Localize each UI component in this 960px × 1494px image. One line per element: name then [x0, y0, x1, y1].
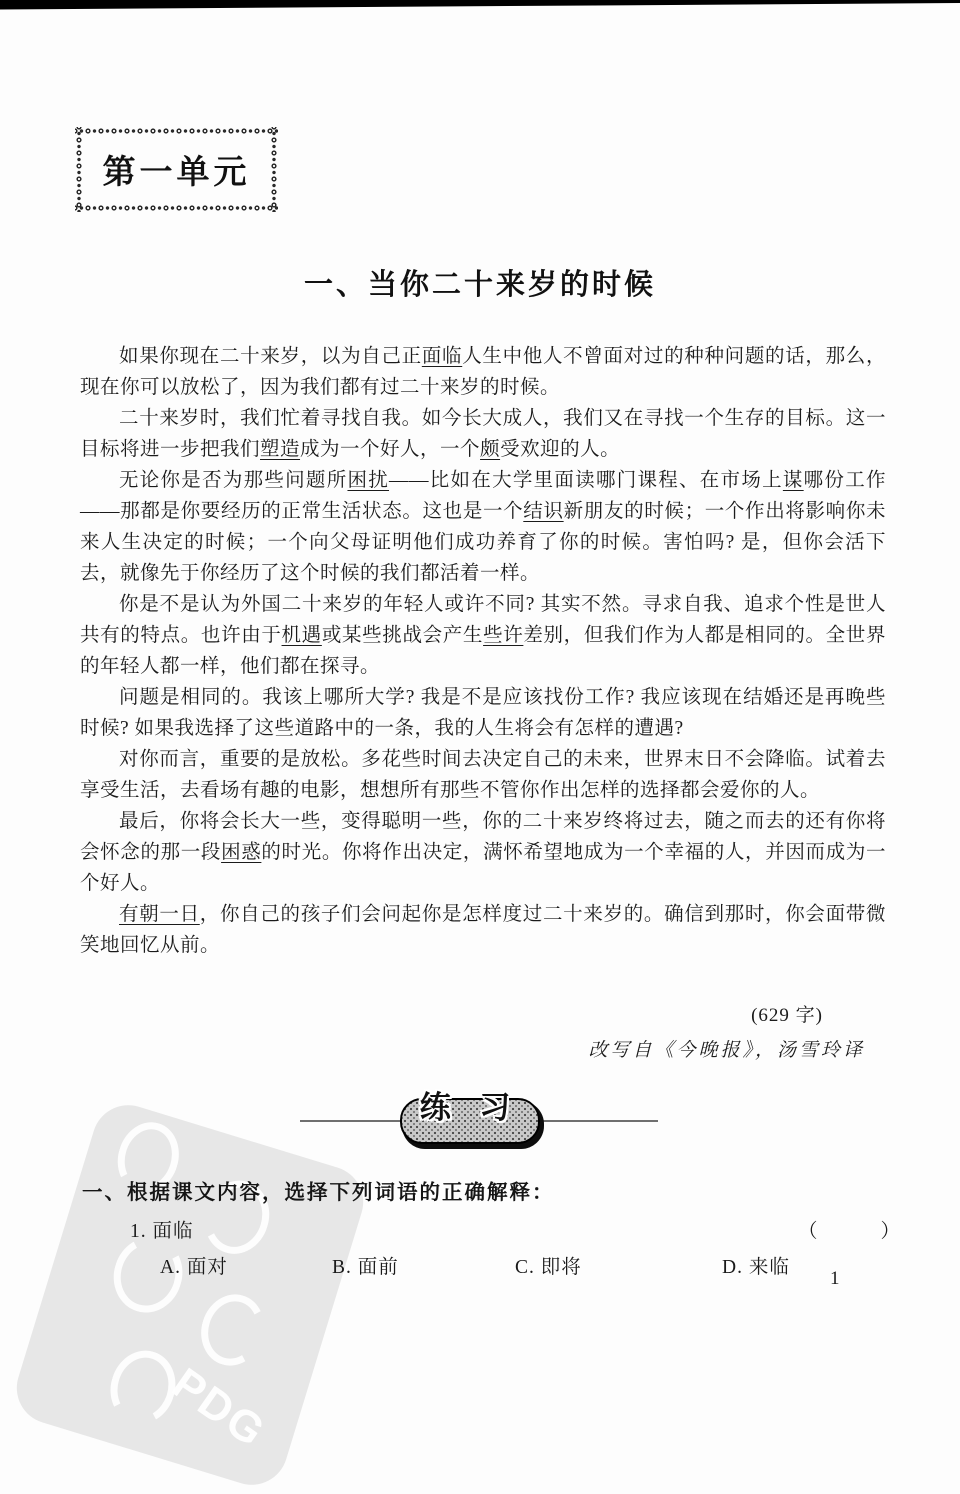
text-segment: 哪份工作——那都是你要经历的正常生活状态。这也是一个 [80, 470, 886, 522]
text-segment: 如果你现在二十来岁，以为自己正 [119, 346, 422, 367]
text-segment: 的时光。你将作出决定，满怀希望地成为一个幸福的人，并因而成为一个好人。 [80, 842, 886, 894]
underlined-term: 有朝一日 [119, 904, 200, 925]
source-attribution: 改写自《今晚报》，汤雪玲译 [588, 1040, 865, 1061]
text-segment: 对你而言，重要的是放松。多花些时间去决定自己的未来，世界末日不会降临。试着去享受生活，去看场有趣的电影，想想所有那些不管你作出怎样的选择都会爱你的人。 [80, 749, 886, 801]
lesson-title: 一、当你二十来岁的时候 [303, 269, 656, 301]
underlined-term: 塑造 [260, 439, 301, 460]
body-paragraph [80, 744, 886, 806]
exercise-badge [300, 1088, 658, 1148]
body-paragraph [80, 899, 886, 961]
underlined-term: 谋 [782, 470, 804, 491]
exercise-instruction: 一、根据课文内容，选择下列词语的正确解释： [82, 1182, 555, 1204]
body-paragraph [80, 589, 886, 682]
page-number: 1 [830, 1268, 840, 1289]
text-segment: 二十来岁时，我们忙着寻找自我。如今长大成人，我们又在寻找一个生存的目标。这一目标将进一步把我们 [80, 408, 886, 460]
exercise-question-row [82, 1213, 909, 1245]
answer-option-b: B. 面前 [332, 1257, 399, 1278]
text-segment: 最后，你将会长大一些，变得聪明一些，你的二十来岁终将过去，随之而去的还有你将会怀念的那一段 [80, 811, 886, 863]
text-segment: ，你自己的孩子们会问起你是怎样度过二十来岁的。确信到那时，你会面带微笑地回忆从前。 [80, 904, 886, 956]
answer-brackets: （ ） [798, 1221, 909, 1242]
text-segment: 或某些挑战会产生 [321, 625, 484, 646]
text-segment: 差别，但我们作为人都是相同的。全世界的年轻人都一样，他们都在探寻。 [80, 625, 886, 677]
underlined-term: 机遇 [281, 625, 322, 646]
text-segment: ——比如在大学里面读哪门课程、在市场上 [389, 470, 783, 491]
underlined-term: 些许 [483, 625, 524, 646]
question-item [130, 1215, 194, 1243]
pdg-watermark-stamp [8, 1096, 372, 1493]
underlined-term: 面临 [421, 346, 463, 367]
text-segment: 人生中他人不曾面对过的种种问题的话，那么，现在你可以放松了，因为我们都有过二十来岁的时候。 [80, 346, 886, 398]
question-number: 1. [130, 1221, 147, 1242]
lesson-body [80, 341, 886, 961]
underlined-term: 结识 [523, 501, 564, 522]
unit-label: 第一单元 [102, 153, 251, 190]
text-segment: 新朋友的时候；一个作出将影响你未来人生决定的时候；一个向父母证明他们成功养育了你的时候。害怕吗? 是，但你会活下去，就像先于你经历了这个时候的我们都活着一样。 [80, 501, 886, 584]
exercise-options-row [82, 1249, 886, 1281]
exercise-section [82, 1175, 909, 1281]
body-paragraph [80, 403, 886, 465]
answer-option-a: A. 面对 [160, 1257, 228, 1278]
text-segment: 受欢迎的人。 [500, 439, 621, 460]
body-paragraph [80, 341, 886, 403]
text-segment: 问题是相同的。我该上哪所大学? 我是不是应该找份工作? 我应该现在结婚还是再晚些时候? 如果我选择了这些道路中的一条，我的人生将会有怎样的遭遇? [80, 687, 886, 739]
text-segment: 无论你是否为那些问题所 [119, 470, 348, 491]
badge-rule-left [300, 1120, 403, 1122]
body-paragraph [80, 465, 886, 589]
badge-rule-right [536, 1120, 658, 1122]
underlined-term: 困惑 [221, 842, 262, 863]
body-paragraph [80, 682, 886, 744]
watermark-seal-glyph [192, 1287, 272, 1374]
exercise-badge-label: 练 习 [419, 1090, 521, 1125]
underlined-term: 颇 [480, 439, 501, 460]
scan-edge-artifact [0, 0, 960, 10]
text-segment: 成为一个好人，一个 [300, 439, 481, 460]
answer-option-d: D. 来临 [722, 1257, 790, 1278]
watermark-pdg-label: PDG [163, 1358, 275, 1458]
underlined-term: 困扰 [347, 470, 390, 491]
unit-title-box [75, 127, 278, 212]
body-paragraph [80, 806, 886, 899]
word-count: (629 字) [751, 1005, 823, 1026]
answer-option-c: C. 即将 [515, 1257, 582, 1278]
text-segment: 你是不是认为外国二十来岁的年轻人或许不同? 其实不然。寻求自我、追求个性是世人共有的特点。也许由于 [80, 594, 886, 646]
question-word: 面临 [152, 1221, 194, 1242]
